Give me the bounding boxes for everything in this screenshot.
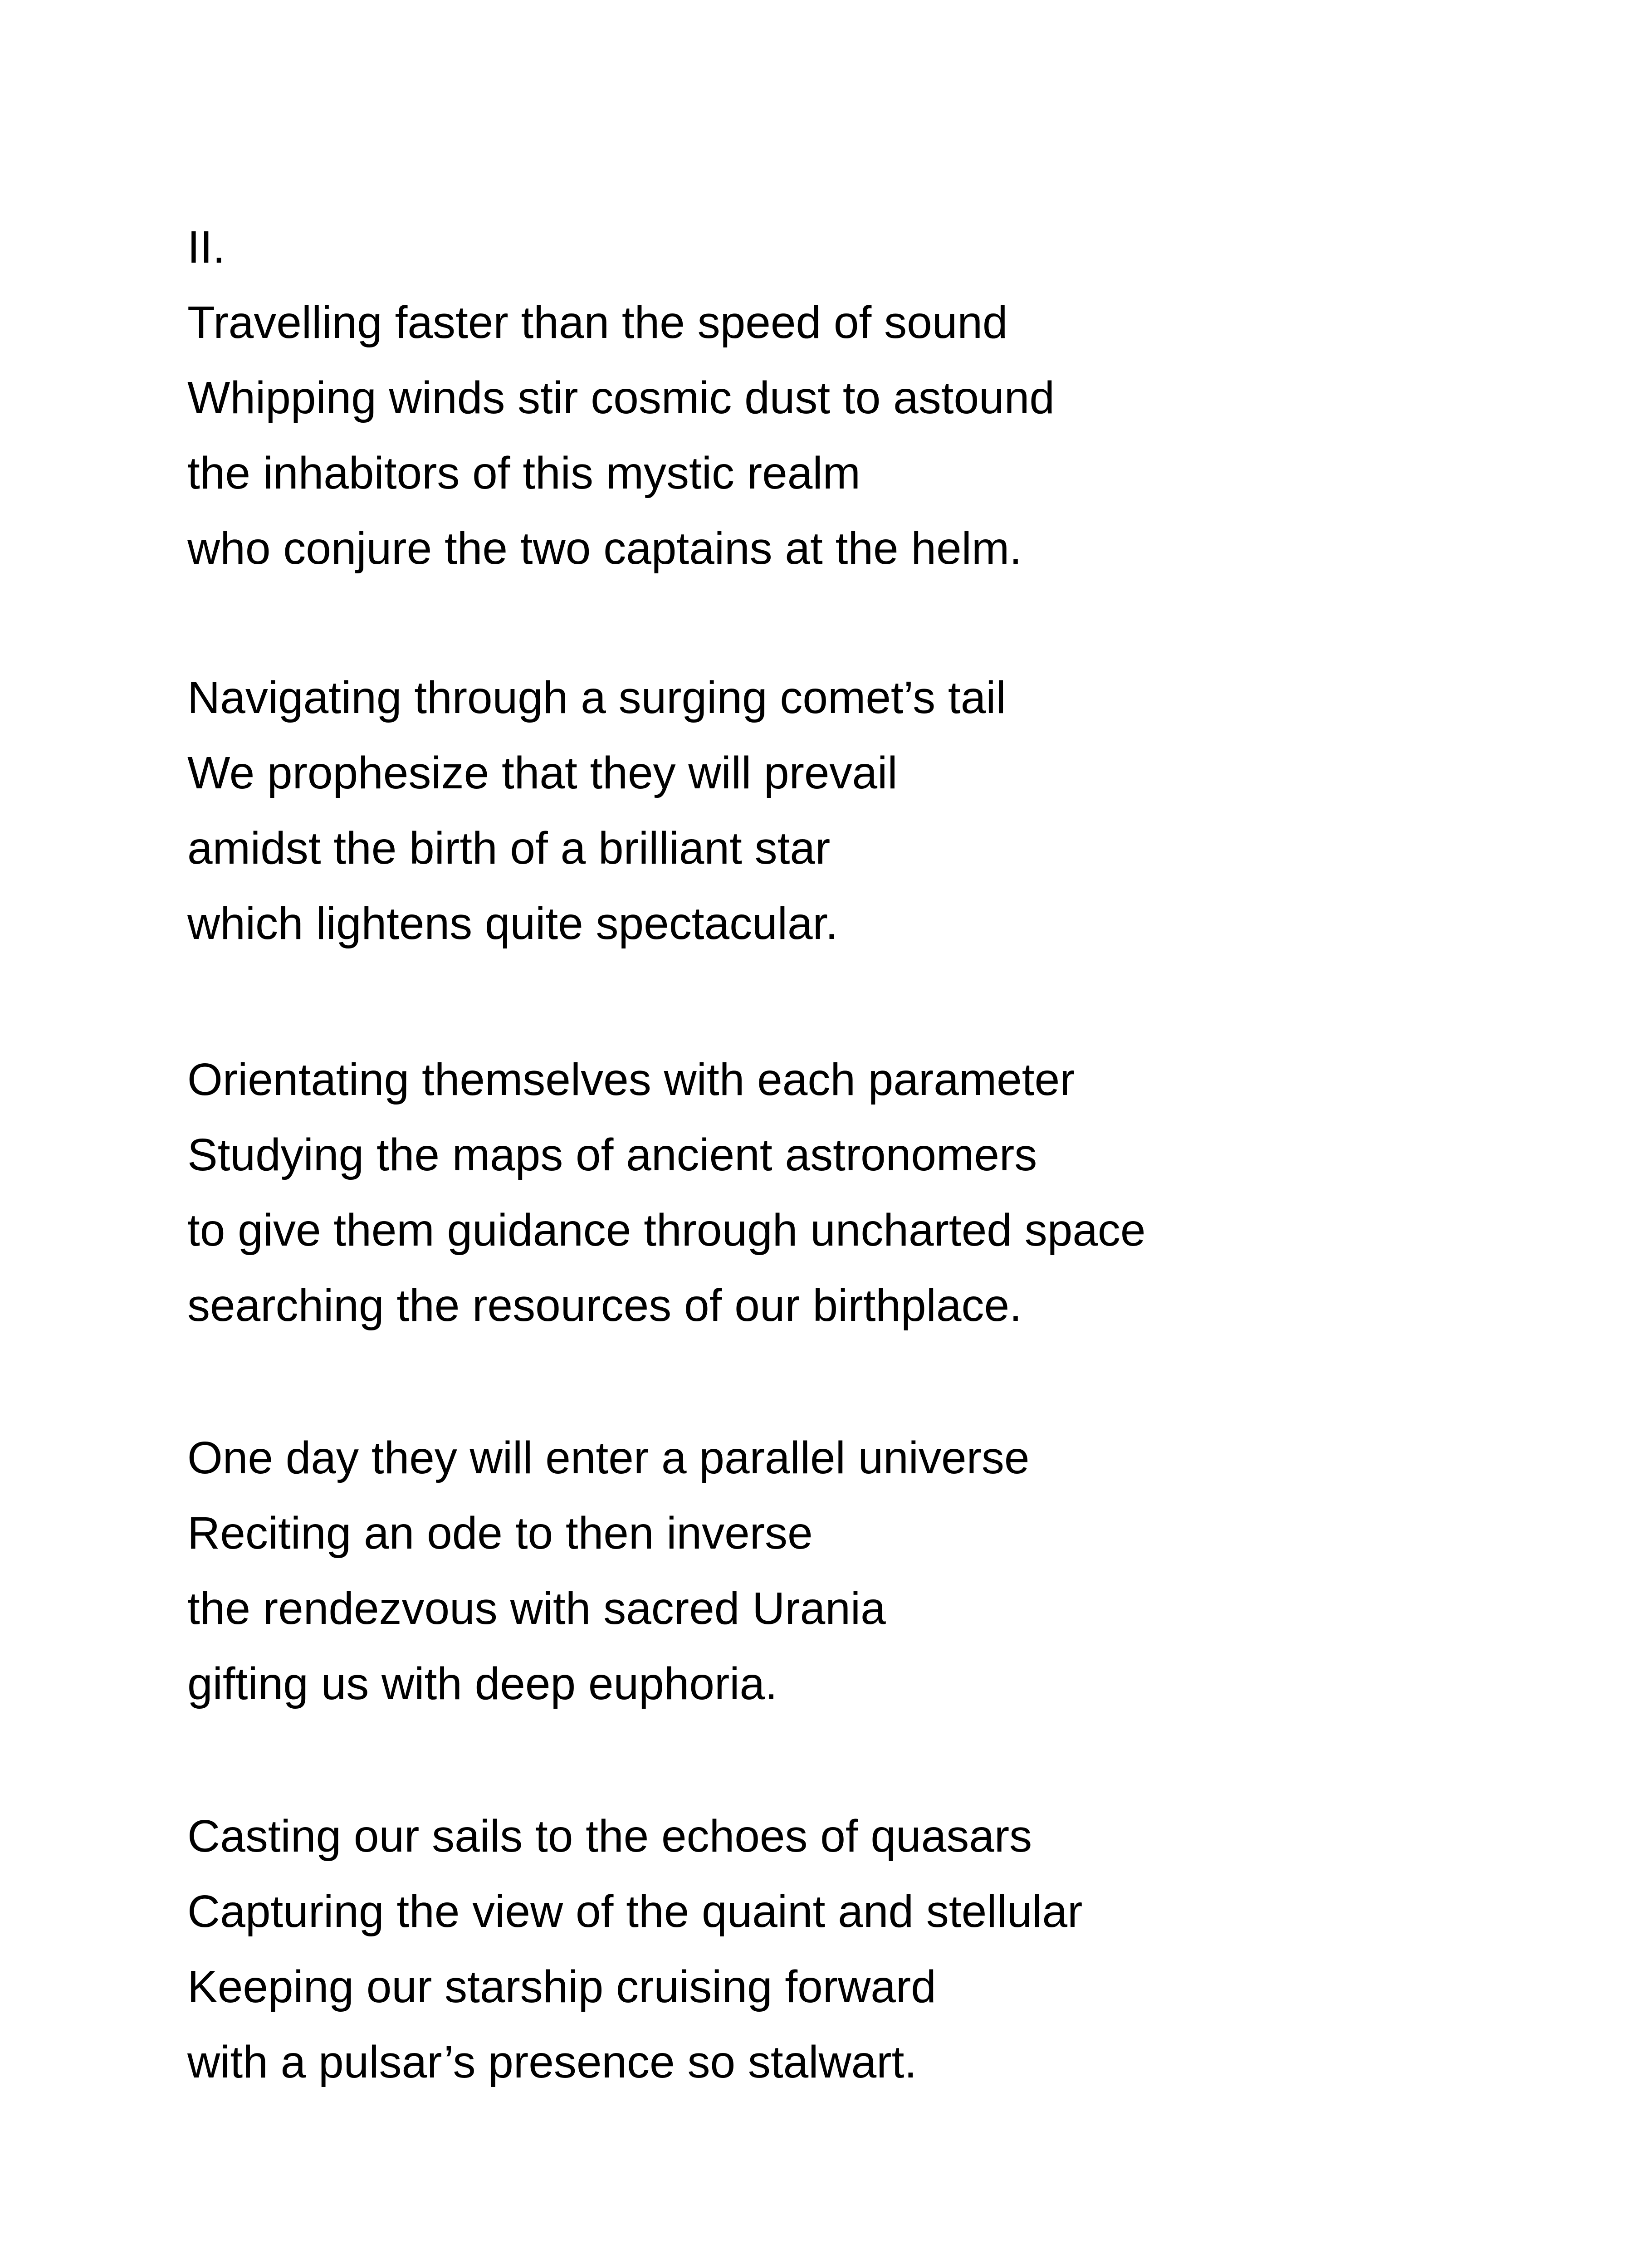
poem-line: searching the resources of our birthplace.	[187, 1280, 1022, 1331]
poem-line: Capturing the view of the quaint and stellular	[187, 1886, 1083, 1937]
stanza-4	[187, 1420, 1548, 1721]
poem-line: Casting our sails to the echoes of quasars	[187, 1811, 1032, 1862]
poem-line: the rendezvous with sacred Urania	[187, 1583, 886, 1634]
poem-line: amidst the birth of a brilliant star	[187, 823, 831, 874]
poem-line: which lightens quite spectacular.	[187, 898, 838, 949]
stanza-2	[187, 660, 1548, 961]
poem-line: Navigating through a surging comet’s tail	[187, 672, 1006, 723]
poem-line: Travelling faster than the speed of sound	[187, 297, 1008, 348]
poem-line: Reciting an ode to then inverse	[187, 1508, 813, 1559]
poem-line: Whipping winds stir cosmic dust to astound	[187, 372, 1055, 423]
poem	[187, 210, 1548, 2100]
poem-line: with a pulsar’s presence so stalwart.	[187, 2037, 917, 2087]
poem-line: gifting us with deep euphoria.	[187, 1658, 777, 1709]
stanza-3	[187, 1042, 1548, 1343]
poem-line: the inhabitors of this mystic realm	[187, 448, 861, 499]
stanza-1	[187, 285, 1548, 586]
poem-line: who conjure the two captains at the helm.	[187, 523, 1022, 574]
poem-line: to give them guidance through uncharted space	[187, 1205, 1146, 1256]
section-number: II.	[187, 222, 225, 273]
stanza-5	[187, 1799, 1548, 2100]
poem-line: We prophesize that they will prevail	[187, 748, 898, 798]
poem-line: One day they will enter a parallel universe	[187, 1432, 1030, 1483]
poem-line: Studying the maps of ancient astronomers	[187, 1129, 1037, 1180]
poem-line: Orientating themselves with each parameter	[187, 1054, 1075, 1105]
poem-line: Keeping our starship cruising forward	[187, 1961, 936, 2012]
